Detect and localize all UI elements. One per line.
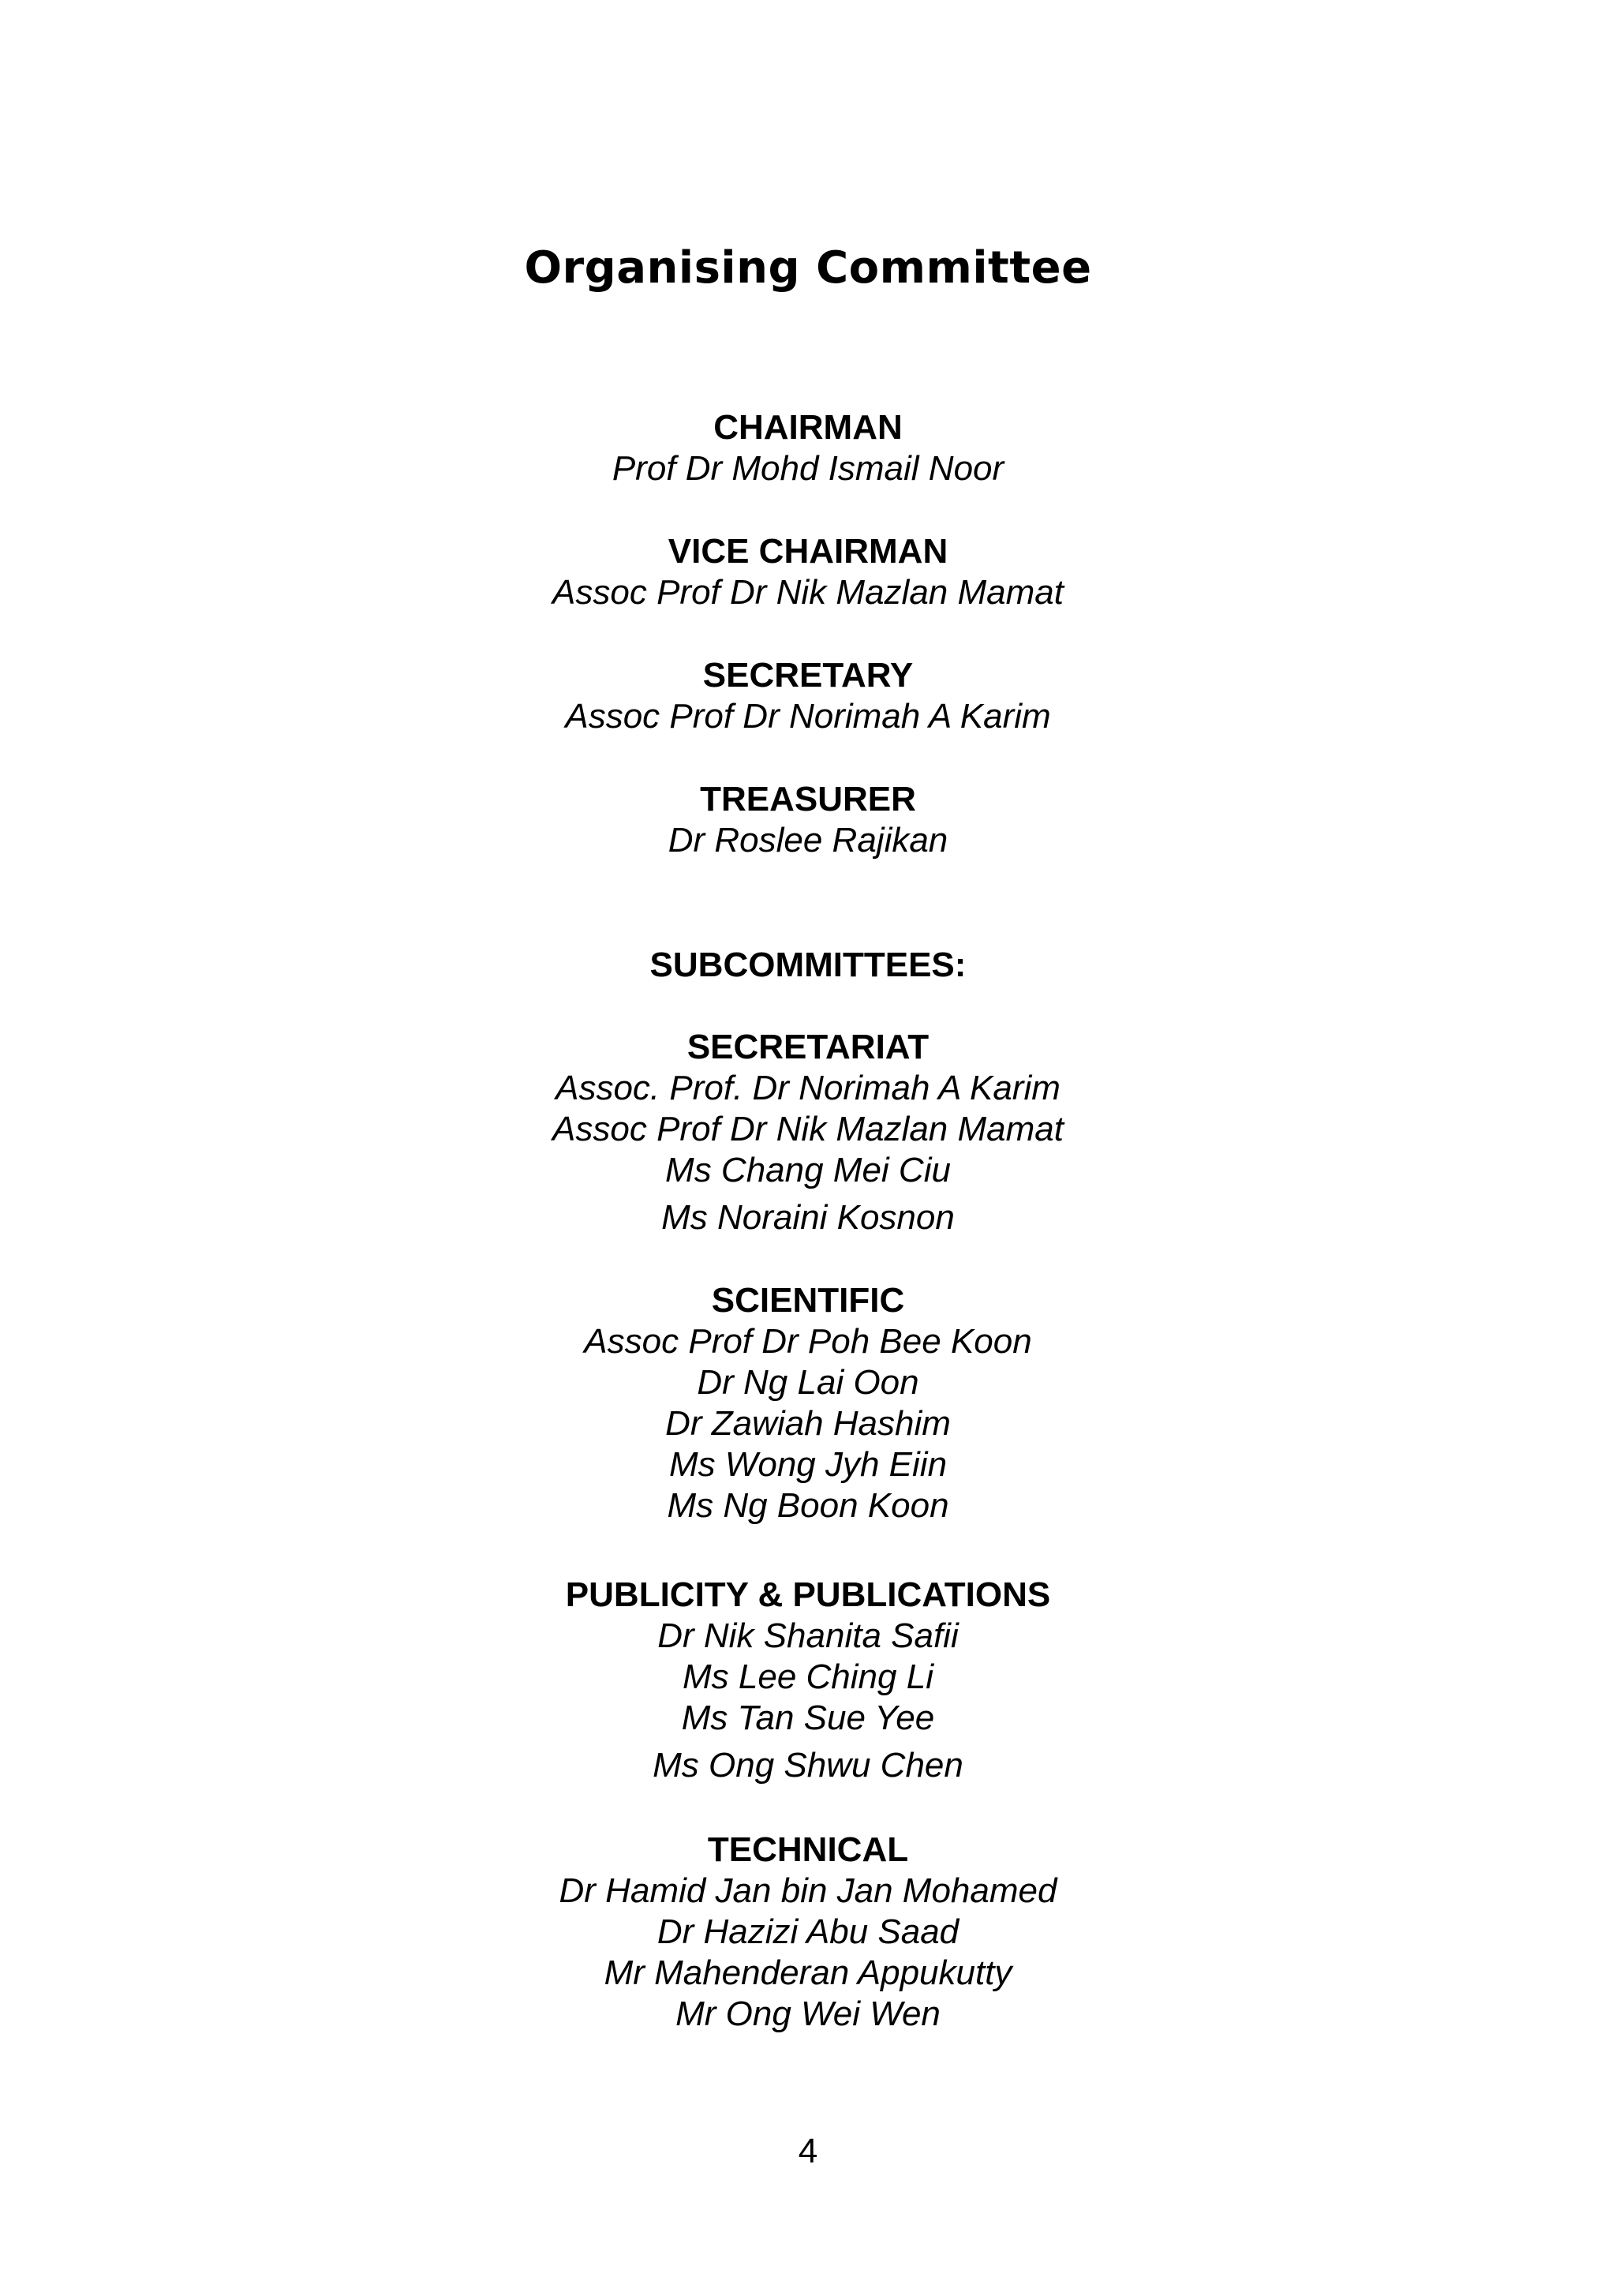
secretary-heading: SECRETARY — [702, 656, 914, 695]
chairman-name: Prof Dr Mohd Ismail Noor — [612, 449, 1004, 488]
secretariat-heading: SECRETARIAT — [686, 1028, 930, 1066]
publicity-member: Dr Nik Shanita Safii — [657, 1616, 959, 1655]
subcommittees-heading-block — [0, 945, 1616, 986]
treasurer-section — [0, 779, 1616, 861]
technical-member: Dr Hamid Jan bin Jan Mohamed — [559, 1871, 1057, 1910]
technical-member: Mr Ong Wei Wen — [675, 1994, 941, 2033]
publicity-member: Ms Ong Shwu Chen — [653, 1746, 963, 1785]
scientific-member: Ms Ng Boon Koon — [667, 1486, 949, 1525]
chairman-heading: CHAIRMAN — [713, 408, 903, 447]
scientific-member: Dr Zawiah Hashim — [665, 1404, 951, 1443]
scientific-member: Dr Ng Lai Oon — [697, 1363, 919, 1402]
vice-chairman-heading: VICE CHAIRMAN — [668, 532, 948, 571]
secretariat-section — [0, 1027, 1616, 1238]
secretary-name: Assoc Prof Dr Norimah A Karim — [565, 697, 1051, 736]
vice-chairman-name: Assoc Prof Dr Nik Mazlan Mamat — [552, 573, 1064, 612]
publicity-member: Ms Lee Ching Li — [683, 1657, 933, 1696]
secretariat-member: Assoc Prof Dr Nik Mazlan Mamat — [552, 1110, 1064, 1148]
subcommittees-heading: SUBCOMMITTEES: — [649, 946, 967, 984]
secretariat-member: Ms Chang Mei Ciu — [665, 1151, 951, 1189]
scientific-heading: SCIENTIFIC — [711, 1281, 905, 1320]
technical-section — [0, 1830, 1616, 2035]
scientific-section — [0, 1280, 1616, 1526]
treasurer-heading: TREASURER — [700, 780, 916, 818]
page-number: 4 — [798, 2132, 818, 2171]
secretariat-member: Assoc. Prof. Dr Norimah A Karim — [556, 1069, 1060, 1107]
page-title: Organising Committee — [524, 242, 1092, 294]
secretary-section — [0, 655, 1616, 737]
technical-heading: TECHNICAL — [707, 1830, 909, 1869]
publicity-section — [0, 1575, 1616, 1786]
treasurer-name: Dr Roslee Rajikan — [668, 821, 948, 860]
technical-member: Mr Mahenderan Appukutty — [604, 1953, 1012, 1992]
chairman-section — [0, 407, 1616, 489]
technical-member: Dr Hazizi Abu Saad — [656, 1912, 960, 1951]
vice-chairman-section — [0, 531, 1616, 613]
publicity-heading: PUBLICITY & PUBLICATIONS — [565, 1575, 1051, 1614]
secretariat-member: Ms Noraini Kosnon — [661, 1198, 955, 1237]
scientific-member: Ms Wong Jyh Eiin — [668, 1445, 948, 1484]
publicity-member: Ms Tan Sue Yee — [681, 1699, 935, 1737]
scientific-member: Assoc Prof Dr Poh Bee Koon — [584, 1322, 1032, 1361]
